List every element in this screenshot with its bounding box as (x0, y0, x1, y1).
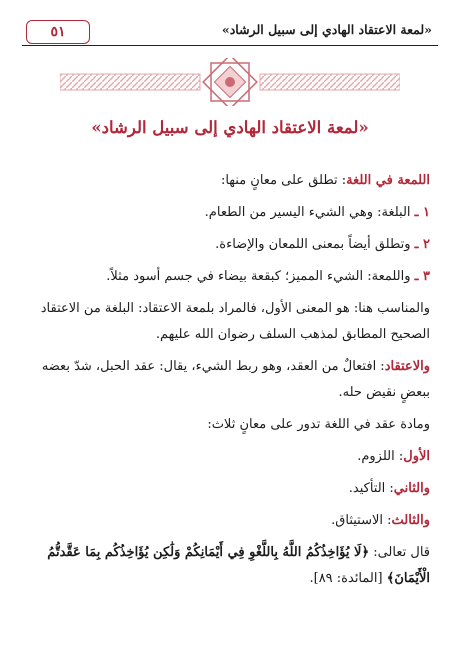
ornament-divider (60, 58, 400, 106)
meaning-text: : اللزوم. (357, 449, 404, 464)
item-number: ٣ ـ (414, 269, 430, 284)
page-header (22, 16, 438, 46)
item-number: ١ ـ (414, 205, 430, 220)
page-body (30, 168, 430, 592)
page-title: «لمعة الاعتقاد الهادي إلى سبيل الرشاد» (91, 118, 369, 137)
list-item (30, 232, 430, 258)
meaning-text: : التأكيد. (348, 481, 394, 496)
verse-reference: [المائدة: ٨٩]. (309, 571, 387, 586)
page-number: ٥١ (26, 20, 90, 44)
meaning-item (30, 508, 430, 534)
paragraph-itiqad (30, 354, 430, 406)
term-itiqad: والاعتقاد (384, 359, 430, 374)
item-text: وتطلق أيضاً بمعنى اللمعان والإضاءة. (215, 237, 415, 252)
meaning-term: والثاني (393, 481, 430, 496)
item-number: ٢ ـ (414, 237, 430, 252)
meaning-item (30, 444, 430, 470)
quran-verse: ﴿لَا يُؤَاخِذُكُمُ اللَّهُ بِاللَّغْوِ فِي أَيْمَانِكُمْ وَلَٰكِن يُؤَاخِذُكُم بِمَا عَقَّدتُّمُ الْأَيْمَانَ﴾ (47, 545, 430, 586)
paragraph-maddah: ومادة عقد في اللغة تدور على معانٍ ثلاث: (207, 417, 430, 432)
meaning-term: الأول (403, 449, 430, 464)
paragraph-text: : تطلق على معانٍ منها: (220, 173, 347, 188)
meaning-term: والثالث (391, 513, 430, 528)
item-text: واللمعة: الشيء المميز؛ كبقعة بيضاء في جسم أسود مثلاً. (106, 269, 415, 284)
header-rule (22, 45, 438, 46)
term-lumah: اللمعة في اللغة (346, 173, 430, 188)
list-item (30, 200, 430, 226)
running-title: «لمعة الاعتقاد الهادي إلى سبيل الرشاد» (221, 22, 432, 37)
list-item (30, 264, 430, 290)
item-text: البلغة: وهي الشيء اليسير من الطعام. (204, 205, 415, 220)
verse-paragraph (30, 540, 430, 592)
paragraph-munasib: والمناسب هنا: هو المعنى الأول، فالمراد بلمعة الاعتقاد: البلغة من الاعتقاد الصحيح المطابق لمذهب السلف رضوان الله عليهم. (40, 301, 430, 342)
verse-intro: قال تعالى: (369, 545, 430, 560)
paragraph-text: : افتعالٌ من العقد، وهو ربط الشيء، يقال: عقد الحبل، شدّ بعضه ببعضٍ نقيض حله. (41, 359, 430, 400)
meaning-text: : الاستيثاق. (331, 513, 392, 528)
paragraph-lumah (30, 168, 430, 194)
meaning-item (30, 476, 430, 502)
